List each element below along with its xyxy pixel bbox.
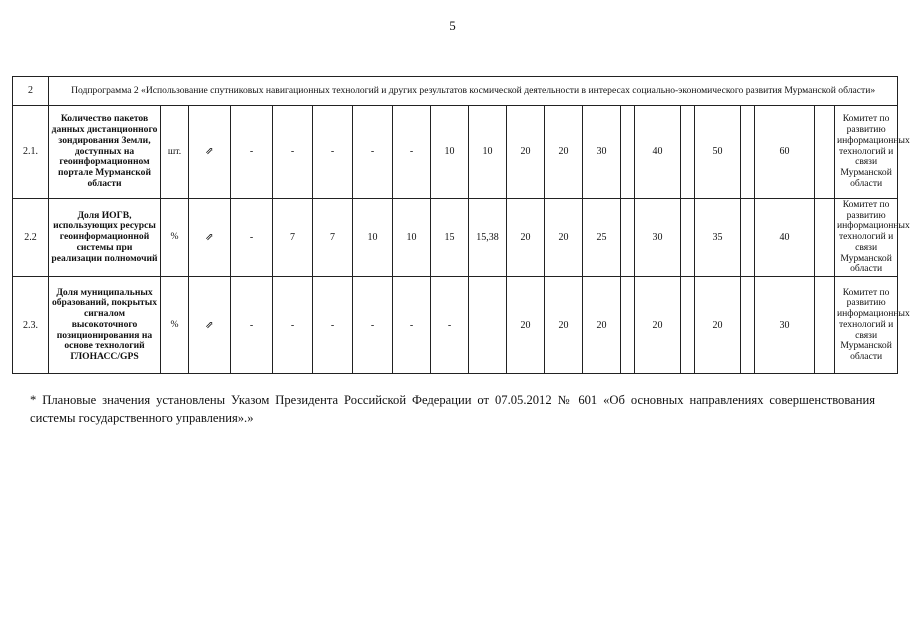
value-cell: 20 — [545, 199, 583, 277]
trend-arrow-icon: ⇗ — [189, 199, 231, 277]
value-cell: 20 — [507, 277, 545, 374]
value-cell — [741, 277, 755, 374]
value-cell: - — [393, 277, 431, 374]
value-cell: - — [273, 277, 313, 374]
indicators-table — [12, 76, 910, 374]
value-cell: - — [273, 106, 313, 199]
indicator-name: Доля муниципальных образований, покрытых сигналом высокоточного позиционирования на основе технологий ГЛОНАСС/GPS — [49, 277, 161, 374]
value-cell — [815, 277, 835, 374]
table-row — [13, 199, 898, 277]
value-cell: 7 — [273, 199, 313, 277]
row-number: 2.2 — [13, 199, 49, 277]
unit-cell: шт. — [161, 106, 189, 199]
value-cell — [681, 199, 695, 277]
value-cell — [741, 199, 755, 277]
value-cell — [681, 277, 695, 374]
subprogram-row — [13, 77, 898, 106]
value-cell — [621, 106, 635, 199]
value-cell: 30 — [583, 106, 621, 199]
row-number: 2.3. — [13, 277, 49, 374]
value-cell: - — [353, 277, 393, 374]
value-cell: 40 — [635, 106, 681, 199]
value-cell: 30 — [755, 277, 815, 374]
value-cell: 20 — [507, 199, 545, 277]
value-cell: - — [431, 277, 469, 374]
value-cell: 60 — [755, 106, 815, 199]
value-cell: 7 — [313, 199, 353, 277]
value-cell — [621, 277, 635, 374]
value-cell: 10 — [353, 199, 393, 277]
value-cell: 50 — [695, 106, 741, 199]
value-cell — [621, 199, 635, 277]
value-cell: 10 — [393, 199, 431, 277]
value-cell — [815, 106, 835, 199]
indicator-name: Количество пакетов данных дистанционного зондирования Земли, доступных на геоинформационном портале Мурманской области — [49, 106, 161, 199]
value-cell: 30 — [635, 199, 681, 277]
value-cell: 15,38 — [469, 199, 507, 277]
trend-arrow-icon: ⇗ — [189, 106, 231, 199]
value-cell — [681, 106, 695, 199]
value-cell: - — [353, 106, 393, 199]
executor-cell: Комитет по развитию информационных технологий и связи Мурманской области — [835, 277, 898, 374]
table-row — [13, 106, 898, 199]
value-cell — [469, 277, 507, 374]
value-cell: - — [393, 106, 431, 199]
value-cell — [741, 106, 755, 199]
executor-cell: Комитет по развитию информационных технологий и связи Мурманской области — [835, 199, 898, 277]
value-cell: 20 — [545, 106, 583, 199]
value-cell: - — [231, 277, 273, 374]
indicator-name: Доля ИОГВ, использующих ресурсы геоинформационной системы при реализации полномочий — [49, 199, 161, 277]
value-cell: 10 — [431, 106, 469, 199]
value-cell: - — [231, 106, 273, 199]
value-cell: 15 — [431, 199, 469, 277]
unit-cell: % — [161, 277, 189, 374]
page-number: 5 — [449, 18, 456, 33]
value-cell — [815, 199, 835, 277]
value-cell: 25 — [583, 199, 621, 277]
value-cell: 10 — [469, 106, 507, 199]
subprogram-number: 2 — [13, 77, 49, 106]
value-cell: 20 — [507, 106, 545, 199]
footnote: * Плановые значения установлены Указом Президента Российской Федерации от 07.05.2012 № 601 «Об основных направлениях совершенствования системы государственного управления».» — [30, 393, 875, 425]
value-cell: 40 — [755, 199, 815, 277]
value-cell: - — [313, 277, 353, 374]
unit-cell: % — [161, 199, 189, 277]
value-cell: 20 — [545, 277, 583, 374]
table-row — [13, 277, 898, 374]
value-cell: 35 — [695, 199, 741, 277]
executor-cell: Комитет по развитию информационных технологий и связи Мурманской области — [835, 106, 898, 199]
trend-arrow-icon: ⇗ — [189, 277, 231, 374]
subprogram-title: Подпрограмма 2 «Использование спутниковых навигационных технологий и других результатов космической деятельности в интересах социально-экономического развития Мурманской области» — [49, 77, 898, 106]
value-cell: 20 — [583, 277, 621, 374]
value-cell: 20 — [695, 277, 741, 374]
row-number: 2.1. — [13, 106, 49, 199]
value-cell: 20 — [635, 277, 681, 374]
value-cell: - — [313, 106, 353, 199]
value-cell: - — [231, 199, 273, 277]
